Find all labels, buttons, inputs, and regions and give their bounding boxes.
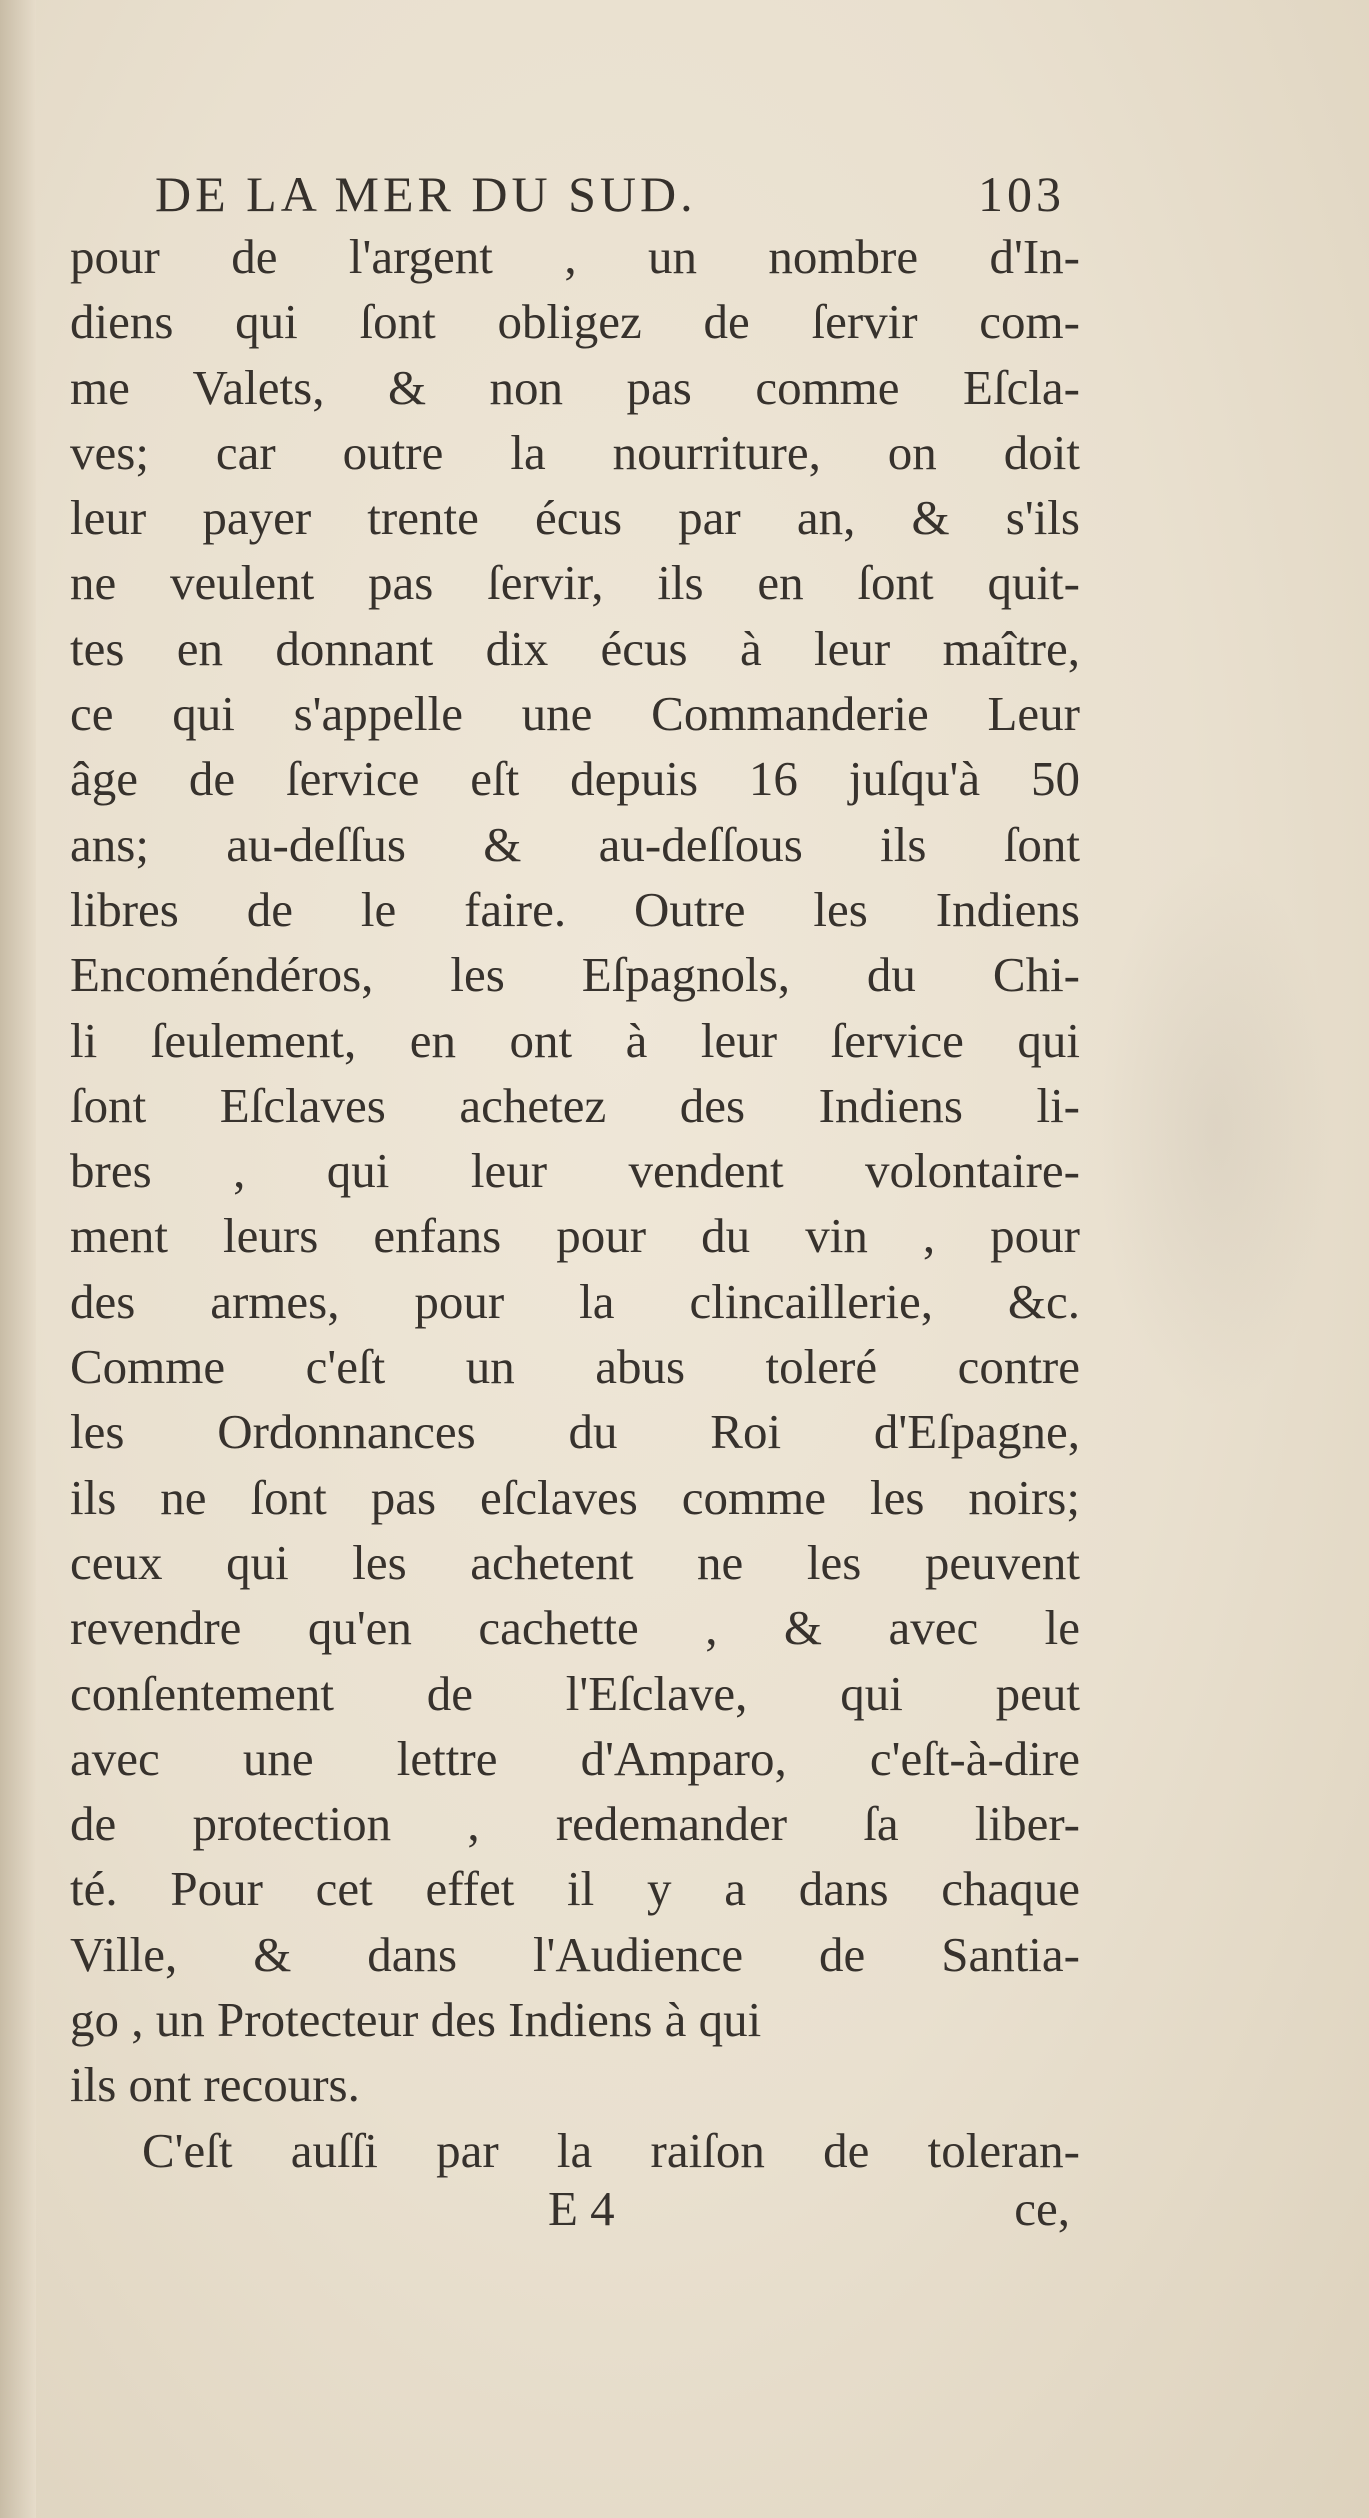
page-number: 103	[978, 166, 1065, 222]
text-line: leur payer trente écus par an, & s'ils	[70, 490, 1080, 546]
text-line: conſentement de l'Eſclave, qui peut	[70, 1665, 1080, 1721]
catchword: ce,	[1014, 2181, 1070, 2236]
text-line: ils ne ſont pas eſclaves comme les noirs;	[70, 1469, 1080, 1525]
text-line: tes en donnant dix écus à leur maître,	[70, 620, 1080, 676]
text-line: ans; au-deſſus & au-deſſous ils ſont	[70, 816, 1080, 872]
body-text	[70, 224, 1080, 2183]
text-line: bres , qui leur vendent volontaire-	[70, 1143, 1080, 1199]
text-line: diens qui ſont obligez de ſervir com-	[70, 294, 1080, 350]
page-footer	[70, 2180, 1070, 2245]
show-through-stain	[1095, 850, 1335, 1410]
text-line: les Ordonnances du Roi d'Eſpagne,	[70, 1404, 1080, 1460]
text-line: té. Pour cet effet il y a dans chaque	[70, 1861, 1080, 1917]
paragraph-end-line: ils ont recours.	[70, 2057, 360, 2113]
text-line: me Valets, & non pas comme Eſcla-	[70, 359, 1080, 415]
signature-mark: E 4	[548, 2181, 615, 2236]
text-line: Comme c'eſt un abus toleré contre	[70, 1339, 1080, 1395]
text-line: ceux qui les achetent ne les peuvent	[70, 1534, 1080, 1590]
text-line: avec une lettre d'Amparo, c'eſt-à-dire	[70, 1730, 1080, 1786]
text-line: ment leurs enfans pour du vin , pour	[70, 1208, 1080, 1264]
text-line: des armes, pour la clincaillerie, &c.	[70, 1273, 1080, 1329]
text-line: ſont Eſclaves achetez des Indiens li-	[70, 1077, 1080, 1133]
page-gutter-shadow	[0, 0, 36, 2518]
running-head: DE LA MER DU SUD.	[155, 166, 697, 222]
paragraph-end-line: go , un Protecteur des Indiens à qui	[70, 1992, 762, 2048]
text-line: âge de ſervice eſt depuis 16 juſqu'à 50	[70, 751, 1080, 807]
text-line: Encoméndéros, les Eſpagnols, du Chi-	[70, 947, 1080, 1003]
paragraph-start-line: C'eſt auſſi par la raiſon de toleran-	[142, 2122, 1080, 2178]
text-line: ne veulent pas ſervir, ils en ſont quit-	[70, 555, 1080, 611]
text-line: revendre qu'en cachette , & avec le	[70, 1600, 1080, 1656]
text-line: pour de l'argent , un nombre d'In-	[70, 229, 1080, 284]
text-line: ce qui s'appelle une Commanderie Leur	[70, 686, 1080, 742]
text-line: li ſeulement, en ont à leur ſervice qui	[70, 1012, 1080, 1068]
page-header	[155, 165, 1065, 225]
text-line: Ville, & dans l'Audience de Santia-	[70, 1926, 1080, 1982]
text-line: libres de le faire. Outre les Indiens	[70, 881, 1080, 937]
text-line: ves; car outre la nourriture, on doit	[70, 424, 1080, 480]
text-line: de protection , redemander ſa liber-	[70, 1796, 1080, 1852]
